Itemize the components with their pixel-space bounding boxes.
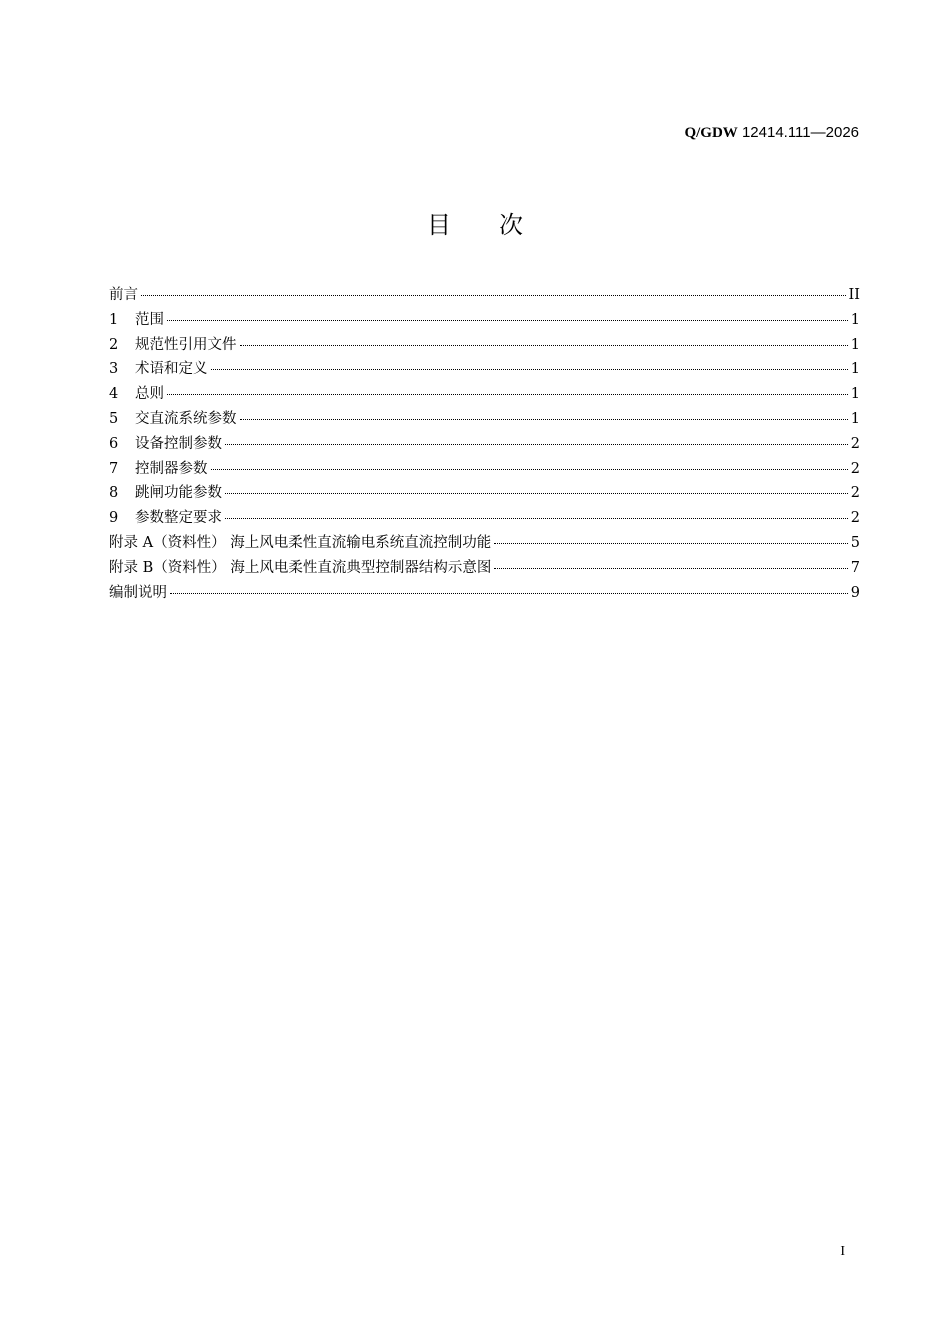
toc-entry-page: 2 bbox=[850, 485, 860, 502]
toc-entry-page: 5 bbox=[850, 534, 860, 551]
toc-entry-page: 2 bbox=[850, 510, 860, 527]
toc-entry-text: 附录 A（资料性） 海上风电柔性直流输电系统直流控制功能 bbox=[109, 534, 492, 551]
toc-leader-dots bbox=[494, 542, 848, 544]
toc-entry[interactable] bbox=[109, 481, 860, 506]
toc-entry[interactable] bbox=[109, 457, 860, 482]
toc-entry[interactable] bbox=[109, 407, 860, 432]
toc-entry-page: 7 bbox=[850, 559, 860, 576]
page-title: 目次 bbox=[427, 211, 571, 239]
toc-entry-page: 1 bbox=[850, 386, 860, 403]
toc-entry-text: 总则 bbox=[135, 386, 164, 403]
toc-entry[interactable] bbox=[109, 357, 860, 382]
toc-leader-dots bbox=[225, 443, 848, 445]
toc-leader-dots bbox=[225, 517, 848, 519]
toc-entry-number: 9 bbox=[109, 510, 119, 527]
toc-entry[interactable] bbox=[109, 382, 860, 407]
table-of-contents bbox=[109, 283, 860, 605]
toc-entry-text: 控制器参数 bbox=[135, 460, 208, 477]
page-number: I bbox=[840, 1244, 845, 1259]
toc-entry[interactable] bbox=[109, 506, 860, 531]
toc-entry-text: 交直流系统参数 bbox=[135, 410, 237, 427]
toc-entry-text: 前言 bbox=[109, 287, 138, 303]
toc-entry-page: 1 bbox=[850, 336, 860, 353]
toc-entry[interactable] bbox=[109, 432, 860, 457]
toc-entry-page: 2 bbox=[850, 435, 860, 452]
toc-leader-dots bbox=[240, 418, 848, 420]
document-code-prefix: Q/GDW bbox=[684, 125, 738, 141]
toc-entry[interactable] bbox=[109, 283, 860, 308]
toc-entry-number: 1 bbox=[109, 311, 119, 328]
toc-leader-dots bbox=[225, 492, 848, 494]
toc-entry-text: 跳闸功能参数 bbox=[135, 485, 222, 502]
toc-entry-text: 附录 B（资料性） 海上风电柔性直流典型控制器结构示意图 bbox=[109, 559, 492, 576]
toc-entry[interactable] bbox=[109, 581, 860, 606]
toc-entry-number: 7 bbox=[109, 460, 119, 477]
toc-entry-number: 5 bbox=[109, 410, 119, 427]
document-code bbox=[684, 124, 859, 142]
toc-entry-number: 6 bbox=[109, 435, 119, 452]
toc-leader-dots bbox=[170, 592, 848, 594]
toc-entry-page: 1 bbox=[850, 361, 860, 378]
toc-entry-text: 编制说明 bbox=[109, 584, 167, 601]
toc-entry-page: II bbox=[848, 287, 860, 303]
toc-entry-page: 1 bbox=[850, 311, 860, 328]
toc-entry-text: 术语和定义 bbox=[135, 361, 208, 378]
toc-leader-dots bbox=[240, 344, 848, 346]
toc-entry-number: 8 bbox=[109, 485, 119, 502]
toc-leader-dots bbox=[211, 468, 848, 470]
toc-entry-text: 规范性引用文件 bbox=[135, 336, 237, 353]
toc-entry-page: 9 bbox=[850, 584, 860, 601]
toc-leader-dots bbox=[211, 368, 848, 370]
toc-entry-number: 2 bbox=[109, 336, 119, 353]
toc-entry-number: 3 bbox=[109, 361, 119, 378]
toc-leader-dots bbox=[167, 319, 848, 321]
toc-entry-text: 参数整定要求 bbox=[135, 510, 222, 527]
toc-entry-text: 设备控制参数 bbox=[135, 435, 222, 452]
toc-entry-page: 1 bbox=[850, 410, 860, 427]
toc-entry-number: 4 bbox=[109, 386, 119, 403]
toc-entry[interactable] bbox=[109, 308, 860, 333]
toc-leader-dots bbox=[141, 294, 846, 296]
document-code-number: 12414.111—2026 bbox=[737, 124, 859, 141]
toc-leader-dots bbox=[494, 567, 847, 569]
toc-entry[interactable] bbox=[109, 556, 860, 581]
toc-entry-text: 范围 bbox=[135, 311, 164, 328]
toc-entry[interactable] bbox=[109, 333, 860, 358]
toc-entry[interactable] bbox=[109, 531, 860, 556]
toc-leader-dots bbox=[167, 393, 848, 395]
toc-entry-page: 2 bbox=[850, 460, 860, 477]
